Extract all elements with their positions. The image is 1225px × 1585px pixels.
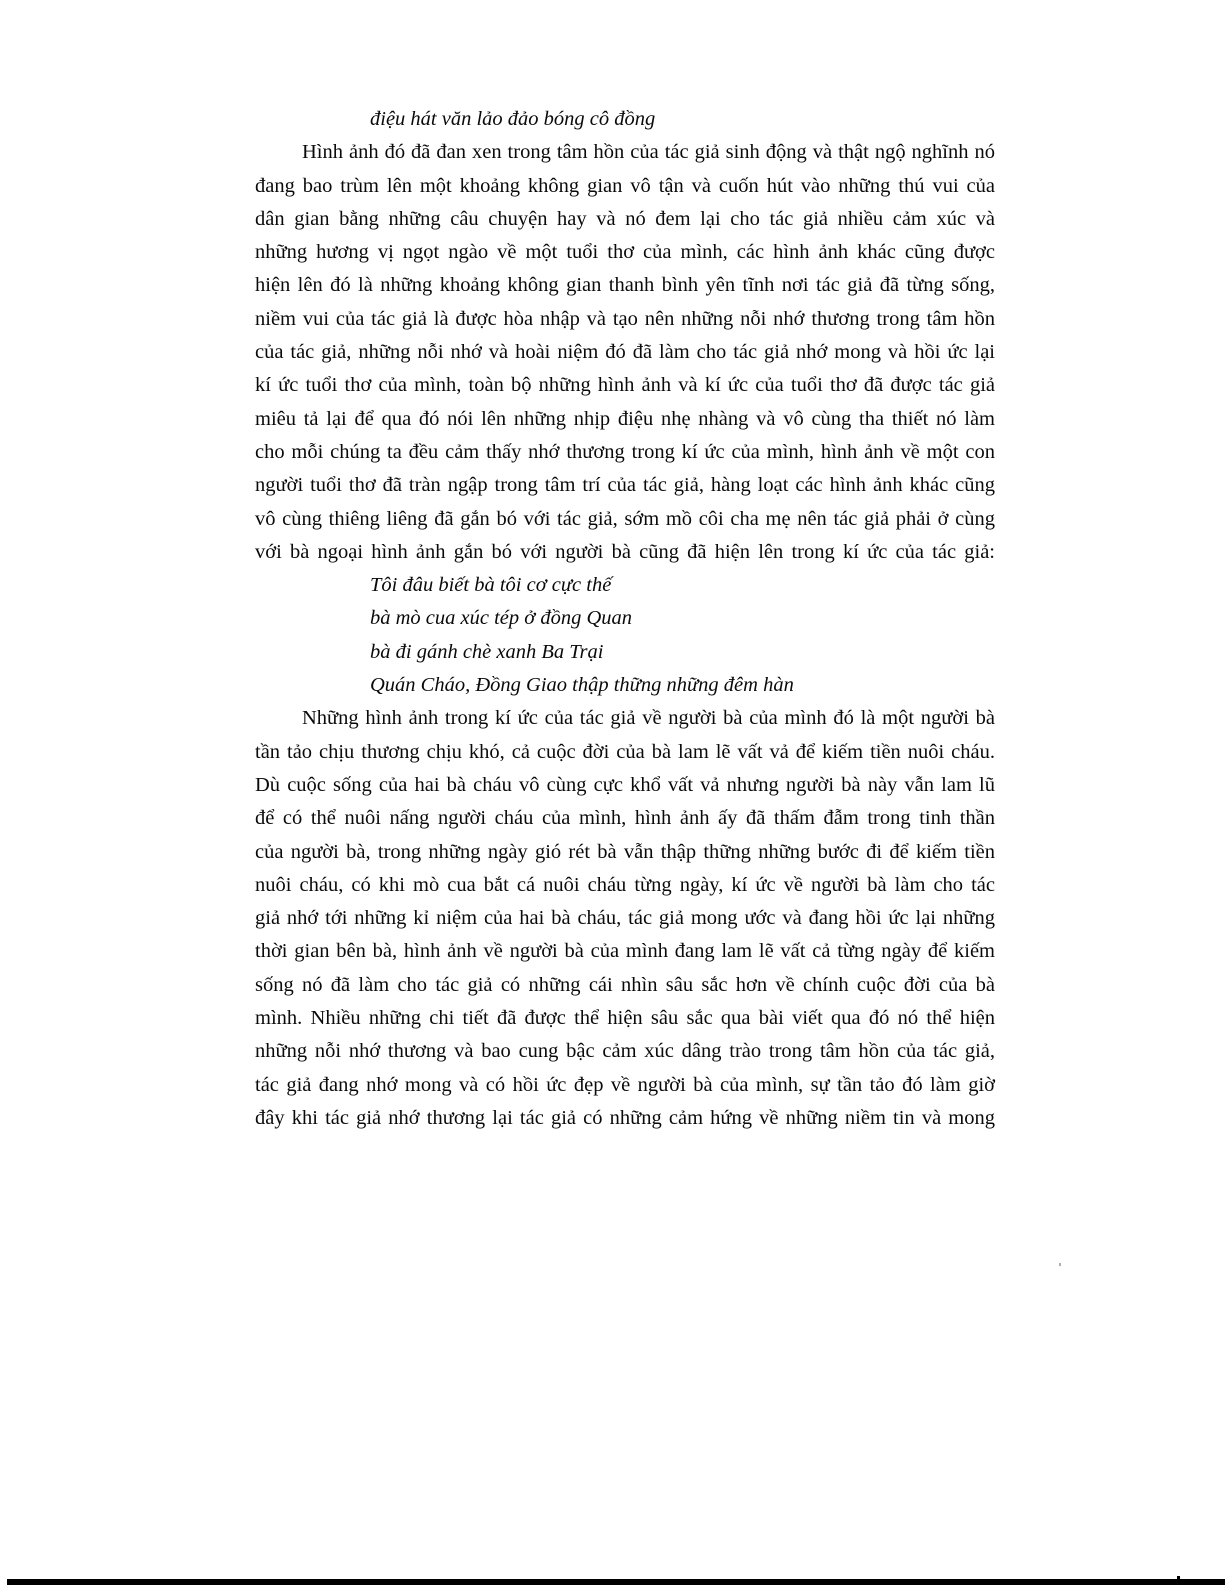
text-line: Những hình ảnh trong kí ức của tác giả về người bà của mình đó là một người bà — [302, 707, 995, 730]
text-line: tần tảo chịu thương chịu khó, cả cuộc đời của bà lam lẽ vất vả để kiếm tiền nuôi cháu. — [255, 740, 995, 763]
bottom-scan-bar-tick — [1177, 1576, 1180, 1580]
text-line: đang bao trùm lên một khoảng không gian vô tận và cuốn hút vào những thú vui của — [255, 174, 995, 197]
text-line: những hương vị ngọt ngào về một tuổi thơ của mình, các hình ảnh khác cũng được — [255, 241, 995, 264]
text-line: niềm vui của tác giả là được hòa nhập và tạo nên những nỗi nhớ thương trong tâm hồn — [255, 307, 995, 330]
quote-block — [255, 569, 995, 702]
text-line: sống nó đã làm cho tác giả có những cái nhìn sâu sắc hơn về chính cuộc đời của bà — [255, 973, 995, 996]
text-line: những nỗi nhớ thương và bao cung bậc cảm xúc dâng trào trong tâm hồn của tác giả, — [255, 1040, 995, 1063]
text-line: tác giả đang nhớ mong và có hồi ức đẹp về người bà của mình, sự tần tảo đó làm giờ — [255, 1073, 995, 1096]
scan-speck — [1059, 1263, 1061, 1266]
text-line: đây khi tác giả nhớ thương lại tác giả có những cảm hứng về những niềm tin và mong — [255, 1106, 995, 1129]
text-line: để có thể nuôi nấng người cháu của mình, hình ảnh ấy đã thấm đẫm trong tinh thần — [255, 807, 995, 830]
text-line: vô cùng thiêng liêng đã gắn bó với tác giả, sớm mồ côi cha mẹ nên tác giả phải ở cùng — [255, 507, 995, 530]
text-line: của người bà, trong những ngày gió rét bà vẫn thập thững những bước đi để kiếm tiền — [255, 840, 995, 863]
text-line: Dù cuộc sống của hai bà cháu vô cùng cực khổ vất vả nhưng người bà này vẫn lam lũ — [255, 773, 995, 796]
text-line: bà đi gánh chè xanh Ba Trại — [370, 640, 604, 663]
text-line: dân gian bằng những câu chuyện hay và nó đem lại cho tác giả nhiều cảm xúc và — [255, 207, 995, 230]
text-line: Quán Cháo, Đồng Giao thập thững những đêm hàn — [370, 674, 794, 697]
paragraph — [255, 136, 995, 569]
quote-block — [255, 103, 995, 136]
text-line: điệu hát văn lảo đảo bóng cô đồng — [370, 108, 656, 130]
text-line: nuôi cháu, có khi mò cua bắt cá nuôi cháu từng ngày, kí ức về người bà làm cho tác — [255, 873, 995, 896]
text-line: thời gian bên bà, hình ảnh về người bà của mình đang lam lẽ vất cả từng ngày để kiếm — [255, 940, 995, 963]
text-line: bà mò cua xúc tép ở đồng Quan — [370, 607, 633, 630]
text-line: mình. Nhiều những chi tiết đã được thể hiện sâu sắc qua bài viết qua đó nó thể hiện — [255, 1007, 995, 1030]
text-line: người tuổi thơ đã tràn ngập trong tâm trí của tác giả, hàng loạt các hình ảnh khác cũng — [255, 474, 995, 497]
text-line: cho mỗi chúng ta đều cảm thấy nhớ thương trong kí ức của mình, hình ảnh về một con — [255, 440, 995, 463]
text-line: Hình ảnh đó đã đan xen trong tâm hồn của tác giả sinh động và thật ngộ nghĩnh nó — [302, 141, 995, 164]
document-text — [255, 103, 995, 1135]
text-line: Tôi đâu biết bà tôi cơ cực thế — [370, 574, 612, 597]
text-line: của tác giả, những nỗi nhớ và hoài niệm đó đã làm cho tác giả nhớ mong và hồi ức lại — [255, 341, 995, 364]
paragraph — [255, 702, 995, 1135]
text-line: miêu tả lại để qua đó nói lên những nhịp điệu nhẹ nhàng và vô cùng tha thiết nó làm — [255, 407, 995, 430]
text-line: hiện lên đó là những khoảng không gian thanh bình yên tĩnh nơi tác giả đã từng sống, — [255, 274, 995, 297]
text-line: giả nhớ tới những kỉ niệm của hai bà cháu, tác giả mong ước và đang hồi ức lại những — [255, 907, 995, 930]
bottom-scan-bar — [7, 1579, 1225, 1585]
text-line: với bà ngoại hình ảnh gắn bó với người bà cũng đã hiện lên trong kí ức của tác giả: — [255, 540, 995, 563]
text-line: kí ức tuổi thơ của mình, toàn bộ những hình ảnh và kí ức của tuổi thơ đã được tác giả — [255, 374, 995, 397]
